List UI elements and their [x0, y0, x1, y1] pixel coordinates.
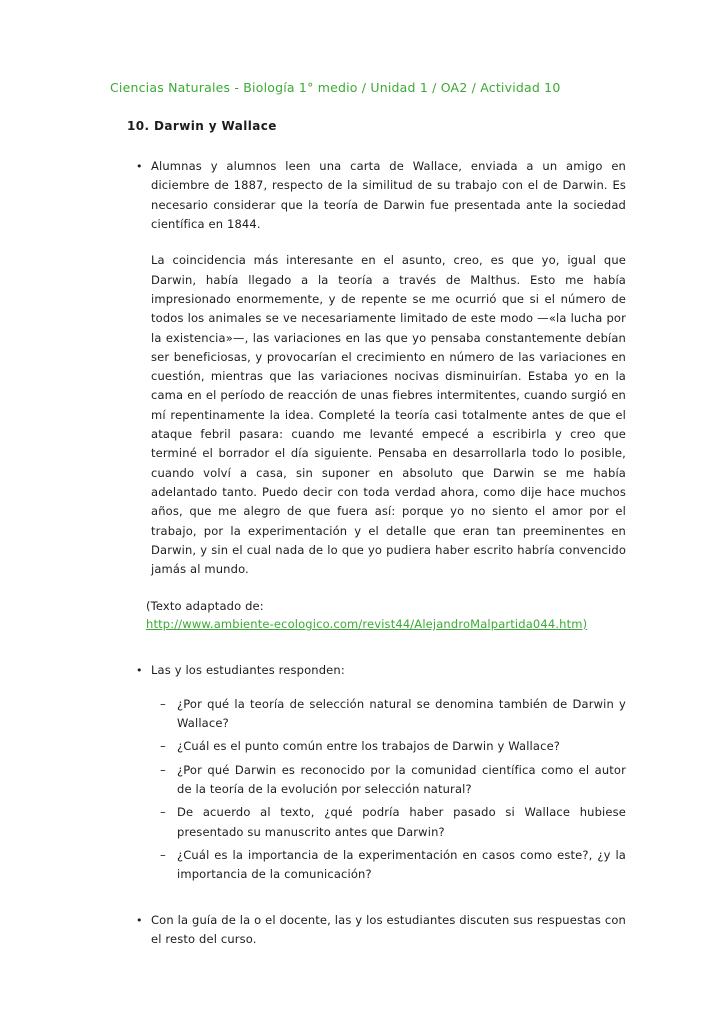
spacer — [110, 651, 626, 661]
question-item — [160, 737, 626, 756]
activity-title: 10. Darwin y Wallace — [127, 119, 277, 133]
source-note: (Texto adaptado de: — [146, 598, 264, 613]
question-text: ¿Por qué Darwin es reconocido por la comunidad científica como el autor de la teoría de la evolución por selección natural? — [177, 762, 626, 796]
bullet-icon: • — [136, 160, 143, 173]
source-block — [146, 597, 626, 634]
closing-bullet-item — [136, 911, 626, 950]
dash-icon: – — [160, 739, 166, 754]
question-text: ¿Por qué la teoría de selección natural se denomina también de Darwin y Wallace? — [177, 696, 626, 731]
closing-paragraph: Con la guía de la o el docente, las y los estudiantes discuten sus respuestas con el resto del curso. — [151, 912, 626, 946]
bullet-icon: • — [136, 913, 143, 927]
question-item — [160, 803, 626, 842]
dash-icon: – — [160, 805, 166, 820]
wallace-letter-quote: La coincidencia más interesante en el asunto, creo, es que yo, igual que Darwin, había llegado a la teoría a través de Malthus. Esto me había impresionado enormemente, y de repente se me ocurrió que si el número de todos los animales se ve necesariamente limitado de este modo —«la lucha por la existencia»—, las variaciones en las que yo pensaba constantemente debían ser beneficiosas, y provocarían el crecimiento en número de las variaciones en cuestión, mientras que las variaciones nocivas disminuirían. Estaba yo en la cama en el período de reacción de unas fiebres intermitentes, cuando surgió en mí repentinamente la idea. Completé la teoría casi totalmente antes de que el ataque febril pasara: cuando me levanté empecé a escribirla y creo que terminé el borrador el día siguiente. Pensaba en desarrollarla todo lo posible, cuando volví a casa, sin suponer en absoluto que Darwin se me había adelantado tanto. Puedo decir con toda verdad ahora, como dije hace muchos años, que me alegro de que fuera así: porque yo no siento el amor por el trabajo, por la experimentación y el detalle que eran tan preeminentes en Darwin, y sin el cual nada de lo que yo pudiera haber escrito habría convencido jamás al mundo. — [151, 253, 626, 577]
dash-icon: – — [160, 762, 166, 777]
dash-icon: – — [160, 847, 166, 862]
breadcrumb: Ciencias Naturales - Biología 1° medio / Unidad 1 / OA2 / Actividad 10 — [110, 80, 561, 95]
respond-bullet-item — [136, 661, 626, 680]
bullet-icon: • — [136, 664, 143, 678]
source-link[interactable]: http://www.ambiente-ecologico.com/revist44/AlejandroMalpartida044.htm) — [146, 616, 588, 631]
question-list — [160, 695, 626, 885]
question-text: ¿Cuál es el punto común entre los trabajos de Darwin y Wallace? — [177, 739, 561, 754]
intro-bullet-content — [146, 157, 626, 633]
question-item — [160, 846, 626, 885]
intro-bullet-item — [136, 157, 626, 633]
respond-label: Las y los estudiantes responden: — [151, 663, 345, 678]
intro-paragraph: Alumnas y alumnos leen una carta de Wallace, enviada a un amigo en diciembre de 1887, respecto de la similitud de su trabajo con el de Darwin. Es necesario considerar que la teoría de Darwin fue presentada ante la sociedad científica en 1844. — [151, 159, 626, 231]
question-item — [160, 695, 626, 734]
question-text: ¿Cuál es la importancia de la experimentación en casos como este?, ¿y la importancia de la comunicación? — [177, 847, 626, 882]
dash-icon: – — [160, 696, 166, 711]
question-text: De acuerdo al texto, ¿qué podría haber pasado si Wallace hubiese presentado su manuscrito antes que Darwin? — [177, 805, 626, 839]
question-item — [160, 761, 626, 800]
